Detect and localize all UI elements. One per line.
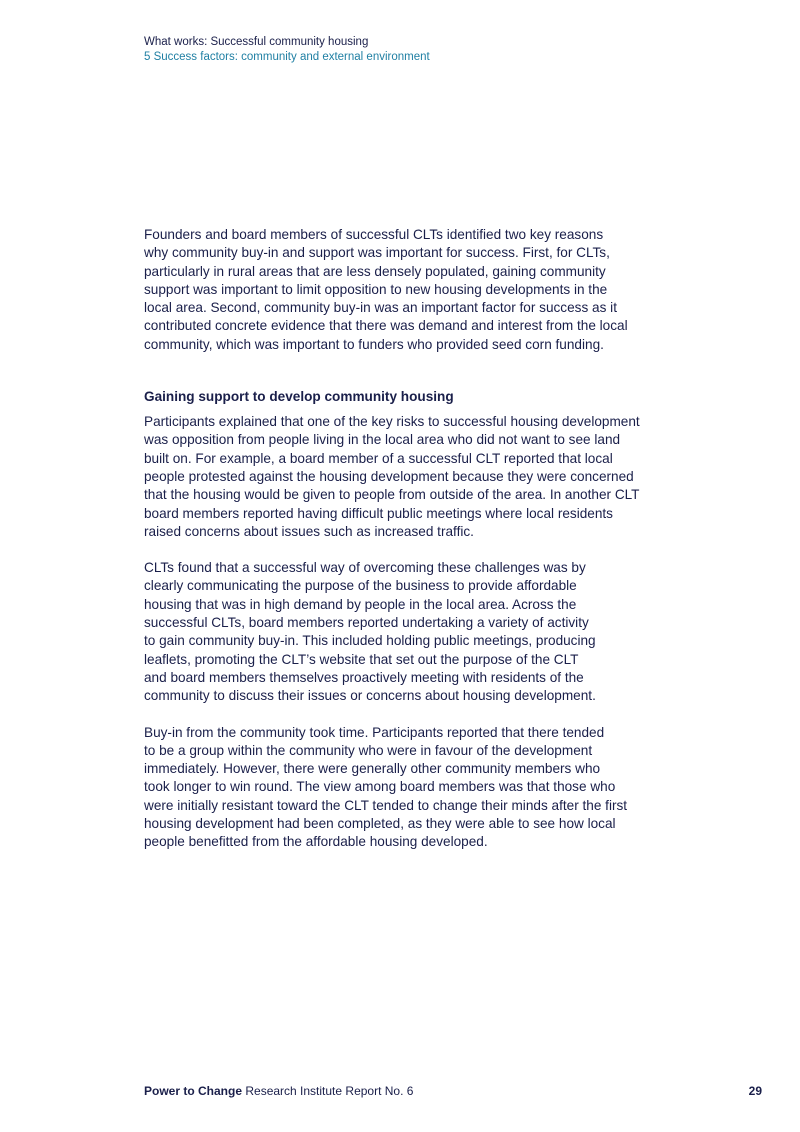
running-header	[144, 35, 430, 65]
footer-brand: Power to Change	[144, 1084, 243, 1098]
intro-paragraph: Founders and board members of successful CLTs identified two key reasons why community buy-in and support was important for success. First, for CLTs, particularly in rural areas that are less densely populated, gaining community support was important to limit opposition to new housing developments in the local area. Second, community buy-in was an important factor for success as it contributed concrete evidence that there was demand and interest from the local community, which was important to funders who provided seed corn funding.	[144, 227, 628, 352]
chapter-title: 5 Success factors: community and external environment	[144, 51, 430, 63]
body-paragraph-3: Buy-in from the community took time. Participants reported that there tended to be a group within the community who were in favour of the development immediately. However, there were generally other community members who took longer to win round. The view among board members was that those who were initially resistant toward the CLT tended to change their minds after the first housing development had been completed, as they were able to see how local people benefitted from the affordable housing developed.	[144, 724, 628, 850]
report-title: What works: Successful community housing	[144, 36, 369, 48]
footer-report-name: Research Institute Report No. 6	[242, 1084, 414, 1098]
body-paragraph-1: Participants explained that one of the key risks to successful housing development was opposition from people living in the local area who did not want to see land built on. For example, a board member of a successful CLT reported that local people protested against the housing development because they were concerned that the housing would be given to people from outside of the area. In another CLT board members reported having difficult public meetings where local residents raised concerns about issues such as increased traffic.	[144, 414, 640, 539]
page-number: 29	[748, 1084, 762, 1098]
page-content	[144, 226, 674, 852]
page-footer	[144, 1083, 413, 1099]
body-paragraph-2: CLTs found that a successful way of overcoming these challenges was by clearly communicating the purpose of the business to provide affordable housing that was in high demand by people in the local area. Across the successful CLTs, board members reported undertaking a variety of activity to gain community buy-in. This included holding public meetings, producing leaflets, promoting the CLT’s website that set out the purpose of the CLT and board members themselves proactively meeting with residents of the community to discuss their issues or concerns about housing development.	[144, 560, 596, 704]
section-heading: Gaining support to develop community housing	[144, 389, 454, 405]
